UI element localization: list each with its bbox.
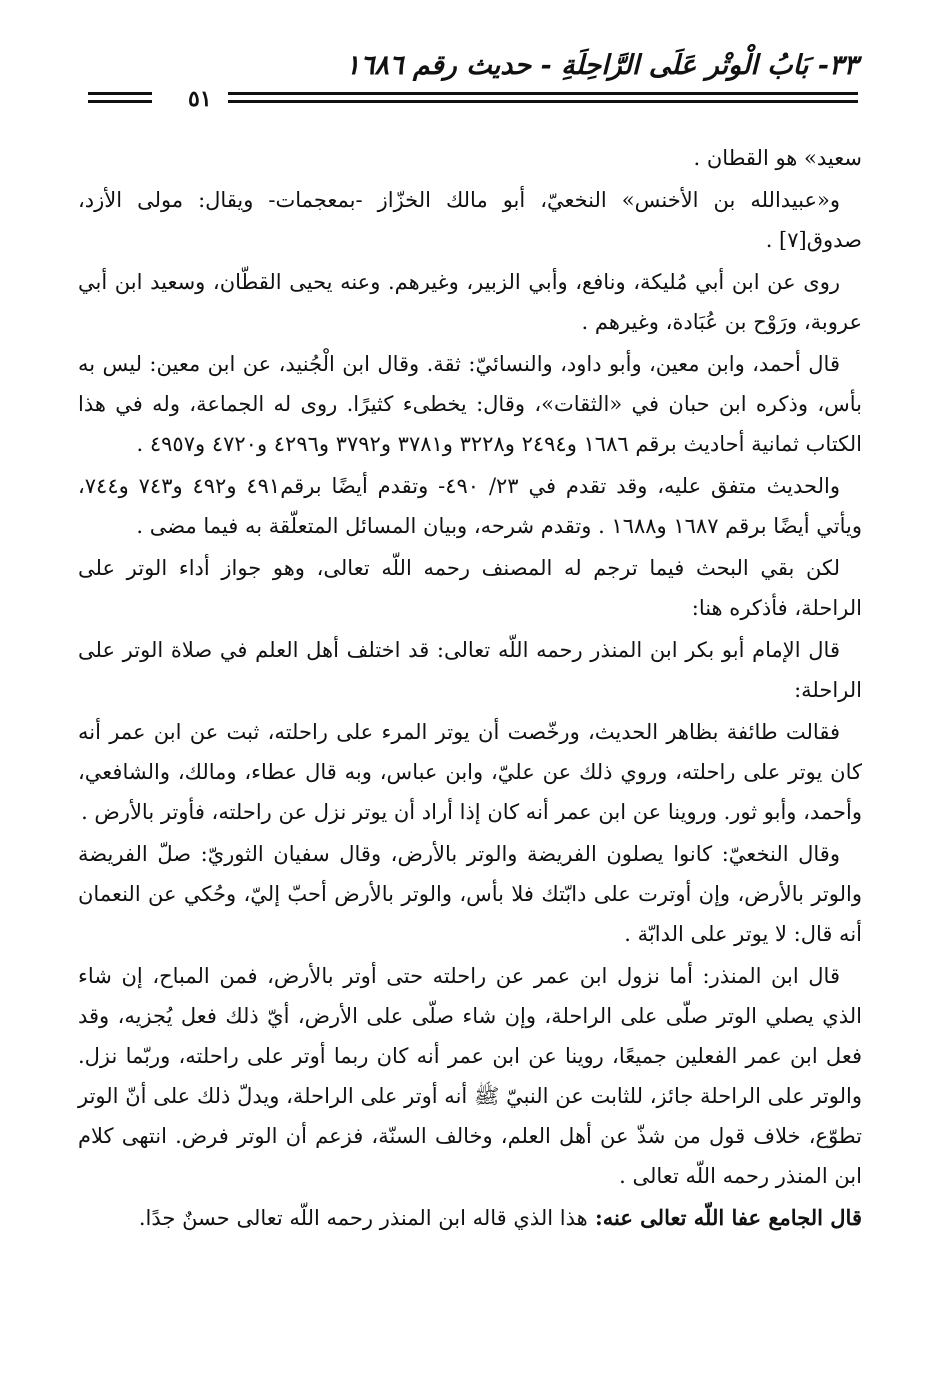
header-rule [228,100,858,103]
paragraph: روى عن ابن أبي مُليكة، ونافع، وأبي الزبير، وغيرهم. وعنه يحيى القطّان، وسعيد ابن أبي عروبة، ورَوْح بن عُبَادة، وغيرهم . [78,270,862,334]
running-title: ٣٣- بَابُ الْوتْر عَلَى الرَّاحِلَةِ - حديث رقم ١٦٨٦ [345,50,858,81]
paragraph: وقال النخعيّ: كانوا يصلون الفريضة والوتر بالأرض، وقال سفيان الثوريّ: صلّ الفريضة والوتر بالأرض، وإن أوترت على دابّتك فلا بأس، والوتر بالأرض أحبّ إليّ، وحُكي عن النعمان أنه قال: لا يوتر على الدابّة . [78,842,862,946]
concluding-paragraph [78,1198,862,1238]
paragraph: قال الإمام أبو بكر ابن المنذر رحمه اللّه تعالى: قد اختلف أهل العلم في صلاة الوتر على الراحلة: [78,638,862,702]
paragraph: قال ابن المنذر: أما نزول ابن عمر عن راحلته حتى أوتر بالأرض، فمن المباح، إن شاء الذي يصلي الوتر صلّى على الراحلة، وإن شاء صلّى على الأرض، أيّ ذلك فعل يُجزيه، وقد فعل ابن عمر الفعلين جميعًا، روينا عن ابن عمر أنه كان ربما أوتر على راحلته، وربّما نزل. والوتر على الراحلة جائز، للثابت عن النبيّ ﷺ أنه أوتر على الراحلة، ويدلّ ذلك على أنّ الوتر تطوّع، خلاف قول من شذّ عن أهل العلم، وخالف السنّة، فزعم أن الوتر فرض. انتهى كلام ابن المنذر رحمه اللّه تعالى . [78,964,862,1188]
page-number: ٥١ [188,86,212,112]
header-rule [228,92,858,95]
paragraph: فقالت طائفة بظاهر الحديث، ورخّصت أن يوتر المرء على راحلته، ثبت عن ابن عمر أنه كان يوتر على راحلته، وروي ذلك عن عليّ، وابن عباس، وبه قال عطاء، ومالك، والشافعي، وأحمد، وأبو ثور. وروينا عن ابن عمر أنه كان إذا أراد أن يوتر نزل عن راحلته، فأوتر بالأرض . [78,720,862,824]
compiler-lead: قال الجامع عفا اللّه تعالى عنه: [587,1205,862,1230]
header-rule [88,100,152,103]
header-rule [88,92,152,95]
page-header [78,50,858,110]
paragraph: قال أحمد، وابن معين، وأبو داود، والنسائيّ: ثقة. وقال ابن الْجُنيد، عن ابن معين: ليس به بأس، وذكره ابن حبان في «الثقات»، وقال: يخطىء كثيرًا. روى له الجماعة، وله في هذا الكتاب ثمانية أحاديث برقم ١٦٨٦ و٢٤٩٤ و٣٢٢٨ و٣٧٨١ و٣٧٩٢ و٤٢٩٦ و٤٧٢٠ و٤٩٥٧ . [78,352,862,456]
paragraph: والحديث متفق عليه، وقد تقدم في ٢٣/ ٤٩٠- وتقدم أيضًا برقم٤٩١ و٤٩٢ و٧٤٣ و٧٤٤، ويأتي أيضًا برقم ١٦٨٧ و١٦٨٨ . وتقدم شرحه، وبيان المسائل المتعلّقة به فيما مضى . [78,474,862,538]
paragraph: سعيد» هو القطان . [693,146,862,170]
page-body [78,138,862,1240]
paragraph: لكن بقي البحث فيما ترجم له المصنف رحمه اللّه تعالى، وهو جواز أداء الوتر على الراحلة، فأذكره هنا: [78,556,862,620]
paragraph: و«عبيدالله بن الأخنس» النخعيّ، أبو مالك الخزّاز -بمعجمات- ويقال: مولى الأزد، صدوق[٧] . [78,188,862,252]
concluding-text: هذا الذي قاله ابن المنذر رحمه اللّه تعالى حسنٌ جدًا. [138,1206,588,1230]
